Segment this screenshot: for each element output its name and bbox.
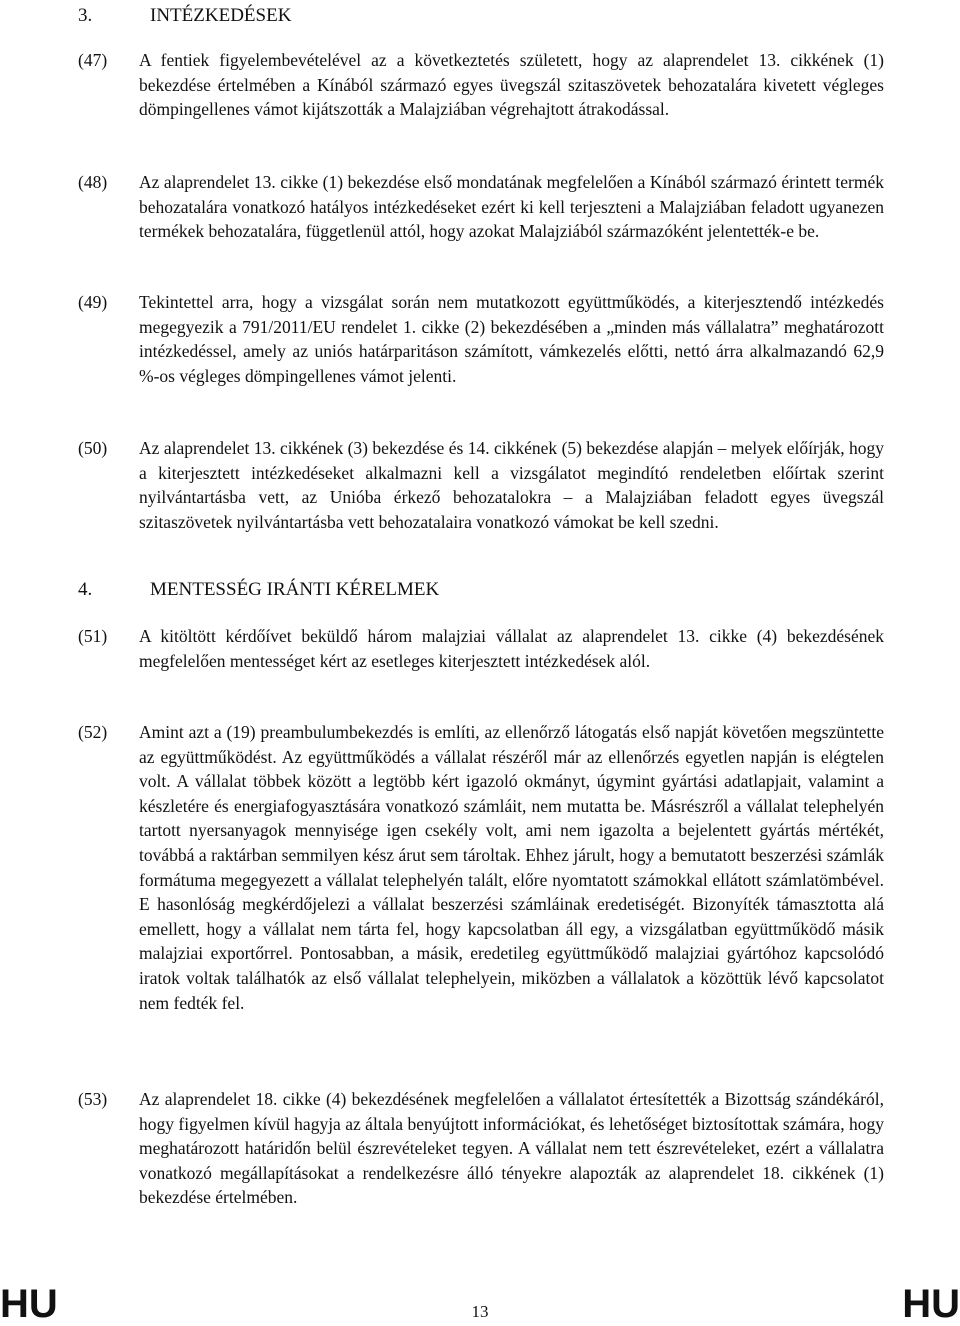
page-number: 13 — [471, 1302, 489, 1321]
section-title: INTÉZKEDÉSEK — [150, 5, 292, 26]
section-heading-4 — [78, 578, 439, 602]
section-heading-3 — [78, 4, 291, 28]
paragraph-text: Az alaprendelet 13. cikkének (3) bekezdése és 14. cikkének (5) bekezdése alapján – melyek előírják, hogy a kiterjesztett intézkedéseket alkalmazni kell a vizsgálatot megindító rendeletben előírtak szerint nyilvántartásba vett, az Unióba érkező behozatalokra – a Malajziában feladott egyes üvegszál szitaszövetek nyilvántartásba vett behozatalaira vonatkozó vámokat be kell szedni. — [139, 438, 884, 532]
paragraph-text: Az alaprendelet 13. cikke (1) bekezdése első mondatának megfelelően a Kínából származó érintett termék behozatalára vonatkozó hatályos intézkedéseket ezért ki kell terjeszteni a Malajziában feladott ugyanezen termékek behozatalára, függetlenül attól, hogy azokat Malajziából származóként jelentették-e be. — [139, 172, 884, 242]
paragraph-text: Az alaprendelet 18. cikke (4) bekezdésének megfelelően a vállalatot értesítették a Bizottság szándékáról, hogy figyelmen kívül hagyja az általa benyújtott információkat, és lehetőséget biztosítottak számára, hogy meghatározott határidőn belül észrevételeket tegyen. A vállalat nem tett észrevételeket, ezért a vállalatra vonatkozó megállapításokat a rendelkezésre álló tényekre alapozták az alaprendelet 18. cikkének (1) bekezdése értelmében. — [139, 1089, 884, 1208]
footer-language-code-left: HU — [0, 1282, 58, 1326]
paragraph-50 — [78, 436, 884, 534]
paragraph-text: A kitöltött kérdőívet beküldő három malajziai vállalat az alaprendelet 13. cikke (4) bekezdésének megfelelően mentességet kért az esetleges kiterjesztett intézkedések alól. — [139, 626, 884, 671]
paragraph-text: Amint azt a (19) preambulumbekezdés is említi, az ellenőrző látogatás első napját követően megszüntette az együttműködést. Az együttműködés a vállalat részéről már az ellenőrzés egyetlen napján is elégtelen volt. A vállalat többek között a legtöbb kért igazoló okmányt, úgymint gyártási adatlapjait, valamint a készletére és energiafogyasztására vonatkozó számláit, nem mutatta be. Másrészről a vállalat telephelyén tartott nyersanyagok mennyisége igen csekély volt, ami nem igazolta a bejelentett gyártás mértékét, továbbá a raktárban semmilyen kész árut sem tároltak. Ehhez járult, hogy a bemutatott beszerzési számlák formátuma megegyezett a vállalat telephelyén talált, előre nyomtatott számokkal ellátott számlatömbével. E hasonlóság megkérdőjelezi a vállalat beszerzési számláinak eredetiségét. Bizonyíték támasztotta alá emellett, hogy a vállalat nem tárta fel, hogy kapcsolatban áll egy, a vizsgálatban együttműködő másik malajziai exportőrrel. Pontosabban, a másik, eredetileg együttműködő malajziai gyártóhoz kapcsolódó iratok voltak találhatók az első vállalat telephelyein, miközben a vállalatok a közöttük lévő kapcsolatot nem fedték fel. — [139, 722, 884, 1013]
section-title: MENTESSÉG IRÁNTI KÉRELMEK — [150, 579, 440, 600]
paragraph-number: (53) — [78, 1089, 108, 1109]
paragraph-53 — [78, 1087, 884, 1210]
paragraph-number: (51) — [78, 626, 108, 646]
paragraph-number: (47) — [78, 50, 108, 70]
section-number: 4. — [78, 579, 93, 600]
paragraph-text: A fentiek figyelembevételével az a következtetés született, hogy az alaprendelet 13. cikkének (1) bekezdése értelmében a Kínából származó egyes üvegszál szitaszövetek behozatalára kivetett végleges dömpingellenes vámot kijátszották a Malajziában végrehajtott átrakodással. — [139, 50, 884, 120]
paragraph-52 — [78, 720, 884, 1015]
paragraph-number: (50) — [78, 438, 108, 458]
paragraph-47 — [78, 48, 884, 122]
paragraph-number: (52) — [78, 722, 108, 742]
footer-language-code-right: HU — [902, 1282, 960, 1326]
paragraph-48 — [78, 170, 884, 244]
section-number: 3. — [78, 5, 93, 26]
paragraph-text: Tekintettel arra, hogy a vizsgálat során nem mutatkozott együttműködés, a kiterjesztendő intézkedés megegyezik a 791/2011/EU rendelet 1. cikke (2) bekezdésében a „minden más vállalatra” meghatározott intézkedéssel, amely az uniós határparitáson számított, vámkezelés előtti, nettó árra alkalmazandó 62,9 %-os végleges dömpingellenes vámot jelenti. — [139, 292, 884, 386]
paragraph-49 — [78, 290, 884, 388]
paragraph-number: (48) — [78, 172, 108, 192]
paragraph-number: (49) — [78, 292, 108, 312]
paragraph-51 — [78, 624, 884, 673]
